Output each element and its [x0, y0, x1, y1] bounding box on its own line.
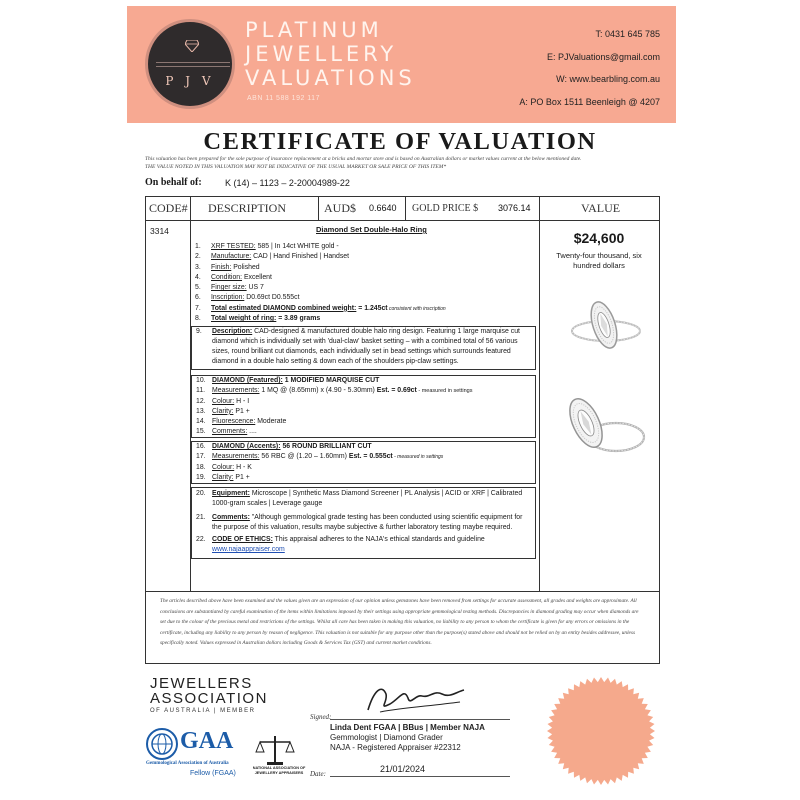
- line-14: 14. Fluorescence: Moderate: [196, 418, 287, 426]
- logo-letters: P J V: [165, 74, 215, 88]
- line-4: 4. Condition: Excellent: [195, 273, 272, 281]
- logo-tagline-band: [156, 62, 230, 67]
- comments-text: Comments: "Although gemmological grade testing has been conducted using scientific equipment for the purpose of this valuation, results maybe subjective & further laboratory testing maybe required.: [212, 514, 523, 531]
- signer-registration: NAJA - Registered Appraiser #22312: [330, 743, 461, 752]
- contact-details: [519, 23, 660, 113]
- contact-address: A: PO Box 1511 Beenleigh @ 4207: [519, 96, 660, 107]
- ring-photo-top: [564, 293, 644, 363]
- line-12: 12. Colour: H - I: [196, 397, 250, 405]
- ring-photo-side: [558, 387, 648, 467]
- contact-email: E: PJValuations@gmail.com: [546, 51, 660, 62]
- line-6: 6. Inscription: D0.69ct D0.555ct: [195, 294, 300, 302]
- header-description: DESCRIPTION: [208, 201, 287, 215]
- item-code: 3314: [150, 226, 169, 236]
- line-11: 11. Measurements: 1 MQ @ (8.65mm) x (4.90 - 5.30mm) Est. = 0.69ct - measured in settings: [196, 387, 473, 395]
- featured-diamond-box: 10. DIAMOND (Featured): 1 MODIFIED MARQUISE CUT 11. Measurements: 1 MQ @ (8.65mm) x (4.90 - 5.30mm) Est. = 0.69ct - measured in settings 12. Colour: H - I 13. Clarity: P1 + 14. Fluorescence: Moderate 15. Comments: ....: [191, 375, 536, 438]
- line-7: 7. Total estimated DIAMOND combined weight: = 1.245ct consistent with inscription: [195, 304, 446, 312]
- line-8: 8. Total weight of ring: = 3.89 grams: [195, 315, 321, 323]
- line-2: 2. Manufacture: CAD | Hand Finished | Handset: [195, 253, 350, 261]
- intro-text: [145, 156, 665, 171]
- line-13: 13. Clarity: P1 +: [196, 407, 250, 415]
- ja-line-2: ASSOCIATION: [150, 690, 268, 707]
- line-17: 17. Measurements: 56 RBC @ (1.20 – 1.60mm) Est. = 0.555ct - measured in settings: [196, 453, 444, 461]
- code-of-ethics-text: CODE OF ETHICS: This appraisal adheres to the NAJA's ethical standards and guideline www.najaappraiser.com: [212, 536, 485, 553]
- behalf-value: K (14) – 1123 – 2-20004989-22: [225, 178, 350, 188]
- line-15: 15. Comments: ....: [196, 428, 257, 436]
- signed-label: Signed:: [310, 713, 332, 721]
- ja-line-1: JEWELLERS: [150, 675, 253, 692]
- value-in-words: Twenty-four thousand, six hundred dollars: [556, 251, 642, 270]
- brand-name: [245, 18, 416, 90]
- contact-phone: T: 0431 645 785: [595, 29, 660, 39]
- date-line: [330, 776, 510, 777]
- gaa-fellow: Fellow (FGAA): [190, 770, 236, 777]
- line-19: 19. Clarity: P1 +: [196, 473, 250, 481]
- contact-website: W: www.bearbling.com.au: [556, 74, 660, 84]
- brand-line-3: VALUATIONS: [245, 66, 416, 90]
- signature: [360, 680, 470, 718]
- header-code: CODE#: [149, 201, 188, 215]
- ja-line-3: OF AUSTRALIA | MEMBER: [150, 708, 256, 714]
- naja-link[interactable]: www.najaappraiser.com: [212, 546, 285, 553]
- item-title: Diamond Set Double-Halo Ring: [316, 225, 427, 234]
- signer-details: [330, 723, 485, 753]
- letterhead: [127, 6, 676, 123]
- accent-diamonds-box: 16. DIAMOND (Accents): 56 ROUND BRILLIANT CUT 17. Measurements: 56 RBC @ (1.20 – 1.60mm) Est. = 0.555ct - measured in settings 18. Colour: H - K 19. Clarity: P1 +: [191, 441, 536, 484]
- valuation-table: [145, 196, 660, 664]
- disclaimer-text: The articles described above have been examined and the values given are an expression of our opinion unless gemstones have been removed from settings for accurate assessment, all grades and weights are approximate. All conclusions are substantiated by careful examination of the items within limitations imposed by their settings using appropriate gemmological testing methods. Discrepancies in diamond grading may occur when diamonds are set due to the colour of the precious metal and restrictions of the settings. Whilst all care has been taken in making this valuation, no liability to any person to whom the certificate is given for any errors or omissions in the certificate, including any liability to any person by reason of negligence. This valuation is not suitable for any purpose other than the purpose(s) stated above and should not be relied on by an entity besides addressee, unless specifically noted. Values expressed in Australian dollars including Goods & Services Tax (GST) and current market conditions.: [146, 591, 659, 653]
- intro-line-2: THE VALUE NOTED IN THIS VALUATION MAY NOT BE INDICATIVE OF THE USUAL MARKET OR SALE PRICE OF THIS ITEM*: [145, 163, 447, 170]
- date-label: Date:: [310, 770, 326, 778]
- behalf-label: On behalf of:: [145, 177, 202, 188]
- line-5: 5. Finger size: US 7: [195, 284, 264, 292]
- header-gold-value: 3076.14: [498, 203, 531, 213]
- certificate-title: CERTIFICATE OF VALUATION: [203, 128, 597, 155]
- table-header-row: [146, 197, 659, 221]
- signature-line: [330, 719, 510, 720]
- description-lines: [191, 242, 536, 553]
- intro-line-1: This valuation has been prepared for the sole purpose of insurance replacement at a bricks and mortar store and is based on Australian dollars or market values current at the below mentioned date.: [145, 156, 582, 162]
- brand-line-2: JEWELLERY: [245, 42, 398, 66]
- abn-number: ABN 11 588 192 117: [247, 95, 320, 102]
- jewellers-association-logo: [150, 676, 268, 714]
- equipment-text: Equipment: Microscope | Synthetic Mass Diamond Screener | PL Analysis | ACID or XRF | Calibrated 1000-gram scales | Leverage gauge: [212, 490, 523, 507]
- header-aud-value: 0.6640: [369, 203, 397, 213]
- date-value: 21/01/2024: [380, 764, 426, 774]
- brand-line-1: PLATINUM: [245, 18, 383, 42]
- line-1: 1. XRF TESTED: 585 | In 14ct WHITE gold -: [195, 243, 339, 250]
- equipment-box: 20. Equipment: Microscope | Synthetic Mass Diamond Screener | PL Analysis | ACID or XRF | Calibrated 1000-gram scales | Leverage gauge 21. Comments: "Although gemmological grade testing has been conducted using scientific equipment for the purpose of this valuation, results maybe subjective & further laboratory testing maybe required. 22. CODE OF ETHICS: This appraisal adheres to the NAJA's ethical standards and guideline www.najaappraiser.com: [191, 487, 536, 559]
- value-amount: $24,600: [573, 230, 625, 246]
- signer-role: Gemmologist | Diamond Grader: [330, 733, 443, 742]
- signer-name: Linda Dent FGAA | BBus | Member NAJA: [330, 723, 485, 732]
- header-value: VALUE: [581, 201, 621, 215]
- globe-icon: [148, 730, 176, 758]
- line-18: 18. Colour: H - K: [196, 463, 252, 471]
- wax-seal-icon: [540, 676, 662, 786]
- divider-value: [539, 197, 540, 591]
- gaa-logo-text: GAA: [180, 728, 234, 754]
- divider-gold: [405, 197, 406, 221]
- gaa-subtitle: Gemmological Association of Australia: [146, 761, 229, 766]
- gaa-emblem-icon: [146, 728, 178, 760]
- line-3: 3. Finish: Polished: [195, 263, 260, 271]
- naja-logo-text: NATIONAL ASSOCIATION OF JEWELLERY APPRAISERS: [252, 766, 306, 775]
- header-aud-label: AUD$: [324, 201, 356, 215]
- description-paragraph: Description: CAD-designed & manufactured double halo ring design. Featuring 1 large marquise cut diamond which is individually set with 'dual-claw' basket setting – with a combined total of 56 various sizes, round brilliant cut diamonds, each individually set in bead settings which surrounds featured diamond in a double halo setting & down each of the shoulders pip-claw settings.: [212, 328, 520, 365]
- diamond-icon: [185, 40, 199, 52]
- header-gold-label: GOLD PRICE $: [412, 203, 479, 214]
- pjv-logo: [145, 19, 235, 109]
- description-box: 9. Description: CAD-designed & manufactured double halo ring design. Featuring 1 large marquise cut diamond which is individually set with 'dual-claw' basket setting – with a combined total of 56 various sizes, round brilliant cut diamonds, each individually set in bead settings which surrounds featured diamond in a double halo setting & down each of the shoulders pip-claw settings.: [191, 326, 536, 370]
- divider-aud: [318, 197, 319, 221]
